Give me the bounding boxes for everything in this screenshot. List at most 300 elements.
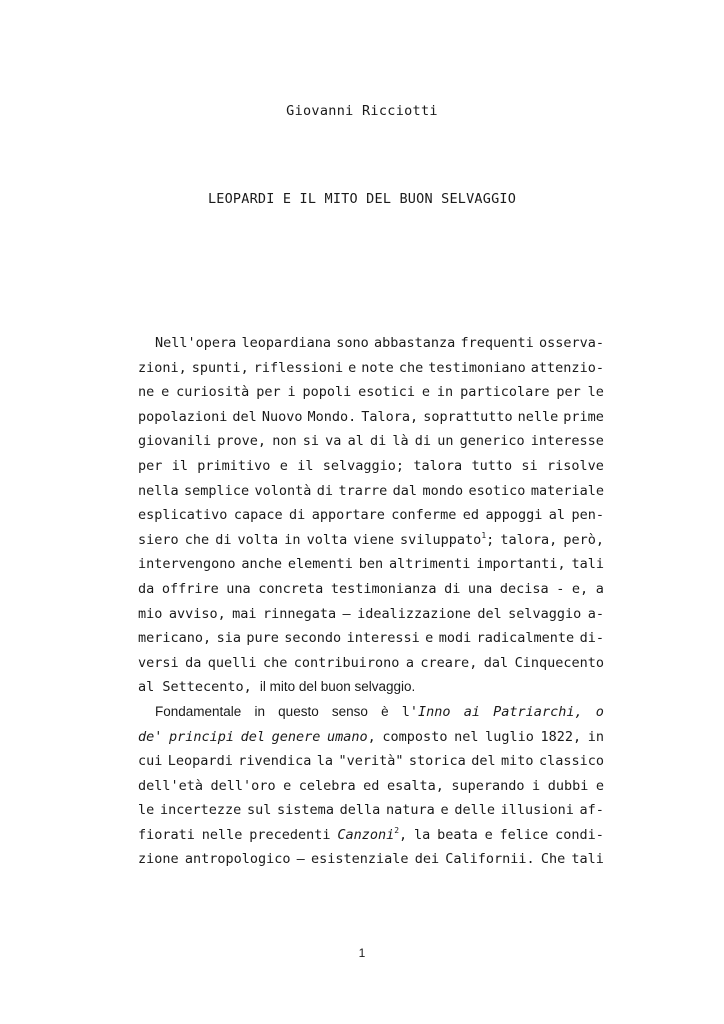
word-text: cui bbox=[138, 753, 163, 770]
word bbox=[556, 577, 564, 602]
word-text: condi- bbox=[555, 826, 604, 843]
word bbox=[402, 700, 451, 725]
word-text: sistema bbox=[277, 802, 334, 819]
word bbox=[445, 847, 534, 872]
word bbox=[555, 823, 604, 848]
word bbox=[138, 528, 179, 553]
word-text: popoli bbox=[302, 384, 352, 401]
word-text: note bbox=[361, 359, 394, 376]
word-text: storica bbox=[408, 753, 466, 770]
word bbox=[477, 626, 575, 651]
word bbox=[138, 675, 260, 700]
word-text: e, bbox=[571, 580, 589, 597]
word bbox=[249, 823, 330, 848]
word-text: celebra bbox=[298, 777, 356, 794]
word bbox=[347, 626, 420, 651]
word-text: le bbox=[138, 802, 155, 819]
word-text: nella bbox=[138, 482, 179, 499]
word-text: leopardiana bbox=[241, 335, 331, 351]
word bbox=[272, 725, 321, 750]
word bbox=[246, 626, 279, 651]
word bbox=[588, 602, 604, 627]
text-line bbox=[138, 454, 604, 479]
word bbox=[241, 725, 265, 750]
word bbox=[138, 405, 227, 430]
word bbox=[484, 651, 508, 676]
word-text: volontà bbox=[254, 482, 312, 499]
word-text: ai bbox=[463, 703, 480, 720]
word-text: spunti, bbox=[191, 359, 249, 376]
word-text: osserva- bbox=[538, 335, 604, 351]
word bbox=[361, 405, 418, 430]
word bbox=[317, 749, 333, 774]
word-text: dal bbox=[483, 654, 509, 671]
word-text: in bbox=[587, 728, 604, 745]
text-line bbox=[138, 331, 604, 356]
word-text: Cinquecento bbox=[514, 654, 604, 671]
word bbox=[263, 651, 287, 676]
word-text: si bbox=[521, 457, 538, 474]
word-text: e bbox=[283, 777, 292, 794]
word-text: volta bbox=[237, 531, 279, 548]
text-line bbox=[138, 700, 604, 725]
word-text: volta bbox=[306, 531, 348, 548]
word bbox=[288, 552, 353, 577]
word bbox=[254, 700, 265, 725]
word-text: composto bbox=[382, 728, 448, 745]
word-text: in bbox=[436, 384, 454, 401]
word bbox=[422, 479, 463, 504]
word bbox=[303, 429, 319, 454]
word-text: esotici bbox=[358, 384, 416, 401]
text-line bbox=[138, 356, 604, 381]
word-text: non bbox=[272, 433, 297, 450]
word-text: in bbox=[284, 531, 301, 548]
word bbox=[312, 503, 385, 528]
word bbox=[307, 528, 348, 553]
word-text: quelli bbox=[207, 654, 257, 671]
word bbox=[294, 651, 400, 676]
word bbox=[399, 356, 423, 381]
word bbox=[471, 749, 495, 774]
word-text: talora, bbox=[500, 531, 558, 548]
word-text: sviluppato bbox=[400, 531, 482, 548]
text-line bbox=[138, 626, 604, 651]
word bbox=[422, 380, 430, 405]
word-text: talora bbox=[413, 457, 463, 474]
word-text: risolve bbox=[547, 457, 604, 474]
word bbox=[263, 602, 336, 627]
word-text: esistenziale bbox=[310, 851, 409, 868]
word bbox=[325, 429, 341, 454]
word-text: in bbox=[254, 703, 265, 719]
word-text: Talora, bbox=[361, 408, 419, 425]
word bbox=[169, 602, 226, 627]
word bbox=[138, 847, 179, 872]
word bbox=[521, 454, 537, 479]
word-text: della bbox=[339, 802, 381, 819]
word-text: e bbox=[484, 826, 493, 843]
word bbox=[471, 454, 512, 479]
word bbox=[460, 429, 525, 454]
word-text: e bbox=[440, 802, 449, 819]
word bbox=[202, 823, 243, 848]
word-text: versi bbox=[138, 654, 179, 671]
word-text: per bbox=[556, 384, 581, 401]
word-text: de' bbox=[138, 728, 163, 745]
word bbox=[580, 798, 604, 823]
word bbox=[357, 602, 471, 627]
word bbox=[382, 725, 447, 750]
word-text: esalta, bbox=[386, 777, 444, 794]
word-text: secondo bbox=[284, 630, 342, 647]
word bbox=[336, 331, 369, 356]
word bbox=[374, 331, 455, 356]
word bbox=[338, 479, 387, 504]
word bbox=[531, 479, 604, 504]
word bbox=[311, 847, 409, 872]
word bbox=[138, 577, 154, 602]
word bbox=[531, 356, 604, 381]
text-line bbox=[138, 675, 604, 700]
word-text: al bbox=[548, 507, 566, 524]
word-text: senso bbox=[331, 703, 368, 719]
word-text: altrimenti bbox=[389, 556, 471, 573]
word-text: primitivo bbox=[197, 457, 271, 474]
word bbox=[241, 552, 282, 577]
word-text: e bbox=[421, 384, 431, 401]
word-text: per bbox=[256, 384, 281, 401]
word bbox=[138, 479, 179, 504]
word-text: nel bbox=[454, 728, 479, 745]
word-text: dell'oro bbox=[210, 777, 276, 794]
word bbox=[299, 774, 356, 799]
word bbox=[337, 823, 407, 848]
word bbox=[353, 528, 394, 553]
word bbox=[217, 626, 241, 651]
word-text: i bbox=[532, 777, 541, 794]
word bbox=[234, 503, 283, 528]
word-text: di bbox=[289, 507, 306, 524]
word-text: o bbox=[595, 703, 604, 720]
word-text: Patriarchi, bbox=[493, 703, 583, 720]
word bbox=[238, 528, 279, 553]
word-text: nelle bbox=[201, 826, 243, 843]
word-text: trarre bbox=[338, 482, 388, 499]
word bbox=[423, 405, 512, 430]
word bbox=[169, 725, 234, 750]
word-text: felice bbox=[499, 826, 549, 843]
word bbox=[563, 405, 604, 430]
word bbox=[500, 823, 549, 848]
word bbox=[588, 725, 604, 750]
word bbox=[258, 577, 323, 602]
word bbox=[571, 847, 604, 872]
word bbox=[501, 798, 574, 823]
body-text bbox=[138, 331, 604, 872]
word bbox=[289, 503, 305, 528]
word-text: precedenti bbox=[249, 826, 331, 843]
word-text: mai bbox=[232, 605, 257, 622]
word bbox=[162, 577, 219, 602]
word bbox=[485, 503, 542, 528]
word bbox=[468, 577, 492, 602]
text-line bbox=[138, 774, 604, 799]
word-text: mio bbox=[138, 605, 163, 622]
word-text: superando bbox=[451, 777, 525, 794]
word-text: si bbox=[302, 433, 320, 450]
word bbox=[307, 405, 356, 430]
word bbox=[493, 700, 582, 725]
word bbox=[172, 454, 188, 479]
word-text: selvaggio; bbox=[322, 457, 405, 474]
word bbox=[287, 380, 295, 405]
word bbox=[485, 725, 534, 750]
word bbox=[541, 847, 565, 872]
word-text: di bbox=[414, 433, 432, 450]
text-line bbox=[138, 847, 604, 872]
word bbox=[138, 626, 211, 651]
word bbox=[580, 626, 604, 651]
word-text: dubbi bbox=[547, 777, 589, 794]
word bbox=[539, 331, 604, 356]
word-text: tali bbox=[571, 556, 604, 573]
word-text: e bbox=[279, 457, 288, 474]
word bbox=[485, 823, 493, 848]
word-text: il mito del buon selvaggio. bbox=[259, 679, 416, 695]
word-text: frequenti bbox=[460, 335, 534, 351]
word bbox=[359, 552, 383, 577]
word-text: viene bbox=[353, 531, 394, 548]
footnote-marker[interactable]: 1 bbox=[481, 530, 487, 540]
word bbox=[184, 479, 249, 504]
word bbox=[215, 528, 231, 553]
text-line bbox=[138, 725, 604, 750]
word-text: Californii. bbox=[445, 851, 535, 868]
word-text: ed bbox=[462, 507, 480, 524]
word bbox=[155, 331, 236, 356]
word bbox=[454, 725, 478, 750]
word bbox=[437, 823, 478, 848]
word-text: creare, bbox=[420, 654, 478, 671]
word-text: là bbox=[392, 433, 409, 450]
word bbox=[549, 503, 565, 528]
word-text: del bbox=[240, 728, 266, 745]
word bbox=[393, 479, 417, 504]
word bbox=[451, 774, 524, 799]
word bbox=[464, 700, 480, 725]
word-text: Mondo. bbox=[307, 408, 357, 425]
word bbox=[439, 626, 472, 651]
word-text: del bbox=[232, 408, 257, 425]
word bbox=[138, 651, 179, 676]
word bbox=[358, 380, 415, 405]
word-text: appoggi bbox=[485, 507, 543, 524]
word bbox=[185, 847, 291, 872]
word bbox=[208, 651, 257, 676]
word bbox=[238, 749, 311, 774]
word bbox=[284, 528, 300, 553]
word bbox=[440, 798, 448, 823]
word bbox=[415, 847, 439, 872]
word bbox=[391, 503, 456, 528]
word bbox=[297, 454, 313, 479]
word-text: esotico bbox=[468, 482, 526, 499]
word-text: rinnegata bbox=[262, 605, 337, 622]
word-text: beata bbox=[437, 826, 478, 843]
word-text: soprattutto bbox=[423, 408, 513, 425]
word-text: rivendica bbox=[238, 753, 312, 770]
word bbox=[192, 356, 249, 381]
word bbox=[556, 380, 580, 405]
word bbox=[262, 405, 303, 430]
word-text: che bbox=[262, 654, 288, 671]
word-text: delle bbox=[454, 802, 495, 819]
word bbox=[540, 725, 581, 750]
word bbox=[415, 429, 431, 454]
word bbox=[176, 380, 249, 405]
word-text: pen- bbox=[571, 507, 604, 524]
word-text: testimoniano bbox=[428, 359, 526, 376]
word bbox=[254, 479, 311, 504]
word bbox=[588, 380, 604, 405]
word bbox=[247, 798, 271, 823]
word-text: Leopardi bbox=[167, 753, 233, 770]
word-text: ben bbox=[358, 556, 384, 573]
word-text: genere bbox=[271, 728, 321, 745]
word-text: di bbox=[316, 482, 334, 499]
text-line bbox=[138, 749, 604, 774]
word-text: Canzoni bbox=[337, 826, 395, 843]
word-text: sul bbox=[246, 802, 272, 819]
word bbox=[272, 429, 296, 454]
word-text: contribuirono bbox=[293, 654, 400, 671]
word bbox=[278, 700, 319, 725]
text-line bbox=[138, 405, 604, 430]
word bbox=[428, 356, 526, 381]
word-text: la bbox=[414, 826, 431, 843]
text-line bbox=[138, 552, 604, 577]
word-text: al Settecento, bbox=[138, 679, 260, 696]
word bbox=[571, 552, 604, 577]
word-text: che bbox=[184, 531, 210, 548]
word bbox=[476, 552, 565, 577]
word-text: importanti, bbox=[476, 556, 566, 573]
word-text: illusioni bbox=[500, 802, 574, 819]
word-text: pure bbox=[246, 630, 279, 647]
word bbox=[400, 528, 494, 553]
word bbox=[386, 798, 435, 823]
word bbox=[461, 331, 534, 356]
word-text: selvaggio bbox=[508, 605, 582, 622]
word-text: e bbox=[425, 630, 434, 647]
word-text: per bbox=[138, 457, 163, 474]
word bbox=[138, 503, 227, 528]
word-text: sono bbox=[336, 335, 369, 351]
punctuation: ; bbox=[486, 531, 495, 548]
word-text: ed bbox=[363, 777, 380, 794]
word bbox=[454, 798, 495, 823]
word bbox=[500, 528, 557, 553]
text-line bbox=[138, 479, 604, 504]
word-text: dal bbox=[392, 482, 418, 499]
word-text: nelle bbox=[517, 408, 559, 425]
text-line bbox=[138, 503, 604, 528]
word bbox=[138, 774, 203, 799]
word-text: natura bbox=[386, 802, 435, 819]
word bbox=[280, 454, 288, 479]
word bbox=[256, 380, 280, 405]
word-text: apportare bbox=[311, 507, 385, 524]
text-line bbox=[138, 823, 604, 848]
word-text: Fondamentale bbox=[155, 703, 242, 719]
word-text: del bbox=[471, 753, 496, 770]
word bbox=[571, 503, 604, 528]
word bbox=[138, 552, 236, 577]
word bbox=[332, 700, 368, 725]
word bbox=[381, 700, 389, 725]
text-line bbox=[138, 602, 604, 627]
word-text: abbastanza bbox=[374, 335, 456, 351]
word-text: il bbox=[297, 457, 314, 474]
word-text: esplicativo bbox=[138, 507, 228, 524]
word-text: capace bbox=[233, 507, 283, 524]
word bbox=[260, 675, 415, 700]
word-text: umano bbox=[327, 728, 368, 745]
word bbox=[297, 847, 305, 872]
word bbox=[437, 380, 453, 405]
word-text: incertezze bbox=[159, 802, 242, 819]
word bbox=[327, 725, 376, 750]
word-text: prove, bbox=[217, 433, 267, 450]
footnote-marker[interactable]: 2 bbox=[394, 825, 400, 835]
word bbox=[596, 700, 604, 725]
word bbox=[539, 749, 604, 774]
word-text: tutto bbox=[471, 457, 513, 474]
word-text: zione bbox=[138, 851, 179, 868]
word-text: semplice bbox=[184, 482, 250, 499]
word-text: dell'età bbox=[138, 777, 204, 794]
word bbox=[338, 749, 403, 774]
word bbox=[425, 626, 433, 651]
word-text: modi bbox=[438, 630, 472, 647]
word-text: anche bbox=[241, 556, 283, 573]
word bbox=[254, 356, 343, 381]
word-text: ne bbox=[138, 384, 155, 401]
word-text: l' bbox=[401, 703, 419, 720]
word-text: – bbox=[296, 851, 305, 868]
word bbox=[515, 651, 604, 676]
word-text: a bbox=[595, 580, 604, 597]
word bbox=[138, 798, 154, 823]
word-text: di bbox=[444, 580, 461, 597]
word bbox=[548, 774, 589, 799]
word-text: e bbox=[348, 359, 357, 376]
word bbox=[363, 774, 379, 799]
word bbox=[444, 577, 460, 602]
word bbox=[531, 429, 604, 454]
word-text: sia bbox=[216, 630, 241, 647]
word-text: elementi bbox=[287, 556, 353, 573]
word bbox=[518, 405, 559, 430]
word bbox=[185, 651, 201, 676]
word bbox=[343, 602, 351, 627]
word-text: da bbox=[138, 580, 155, 597]
word bbox=[348, 429, 364, 454]
word bbox=[500, 577, 549, 602]
word-text: - bbox=[556, 580, 565, 597]
word bbox=[197, 454, 270, 479]
